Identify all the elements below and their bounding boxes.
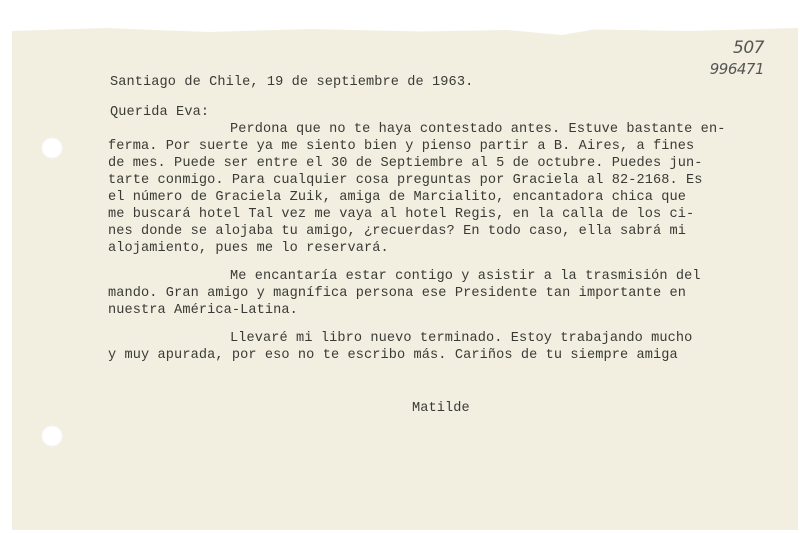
signature: Matilde [412,401,470,416]
paragraph1-line: nes donde se alojaba tu amigo, ¿recuerdas? En todo caso, ella sabrá mi [108,224,687,239]
salutation: Querida Eva: [110,105,210,120]
paragraph1-line: de mes. Puede ser entre el 30 de Septiembre al 5 de octubre. Puedes jun- [108,156,703,171]
paragraph1-line: tarte conmigo. Para cualquier cosa preguntas por Graciela al 82-2168. Es [108,173,703,188]
paragraph1-line: Perdona que no te haya contestado antes. Estuve bastante en- [230,122,726,137]
paragraph1-line: el número de Graciela Zuik, amiga de Marcialito, encantadora chica que [108,190,687,205]
paragraph2-line: mando. Gran amigo y magnífica persona ese Presidente tan importante en [108,286,687,301]
archive-number-top: 507 [733,38,764,58]
paragraph2-line: Me encantaría estar contigo y asistir a la trasmisión del [230,269,701,284]
paragraph2-line: nuestra América-Latina. [108,303,298,318]
paragraph3-line: y muy apurada, por eso no te escribo más. Cariños de tu siempre amiga [108,348,678,363]
paragraph1-line: ferma. Por suerte ya me siento bien y pienso partir a B. Aires, a fines [108,139,695,154]
punch-hole-top [41,137,63,159]
paragraph1-line: me buscará hotel Tal vez me vaya al hotel Regis, en la calla de los ci- [108,207,695,222]
paragraph1-line: alojamiento, pues me lo reservará. [108,241,389,256]
dateline: Santiago de Chile, 19 de septiembre de 1963. [110,75,474,90]
paragraph3-line: Llevaré mi libro nuevo terminado. Estoy trabajando mucho [230,331,693,346]
archive-number-bottom: 996471 [709,60,764,78]
punch-hole-bottom [41,425,63,447]
